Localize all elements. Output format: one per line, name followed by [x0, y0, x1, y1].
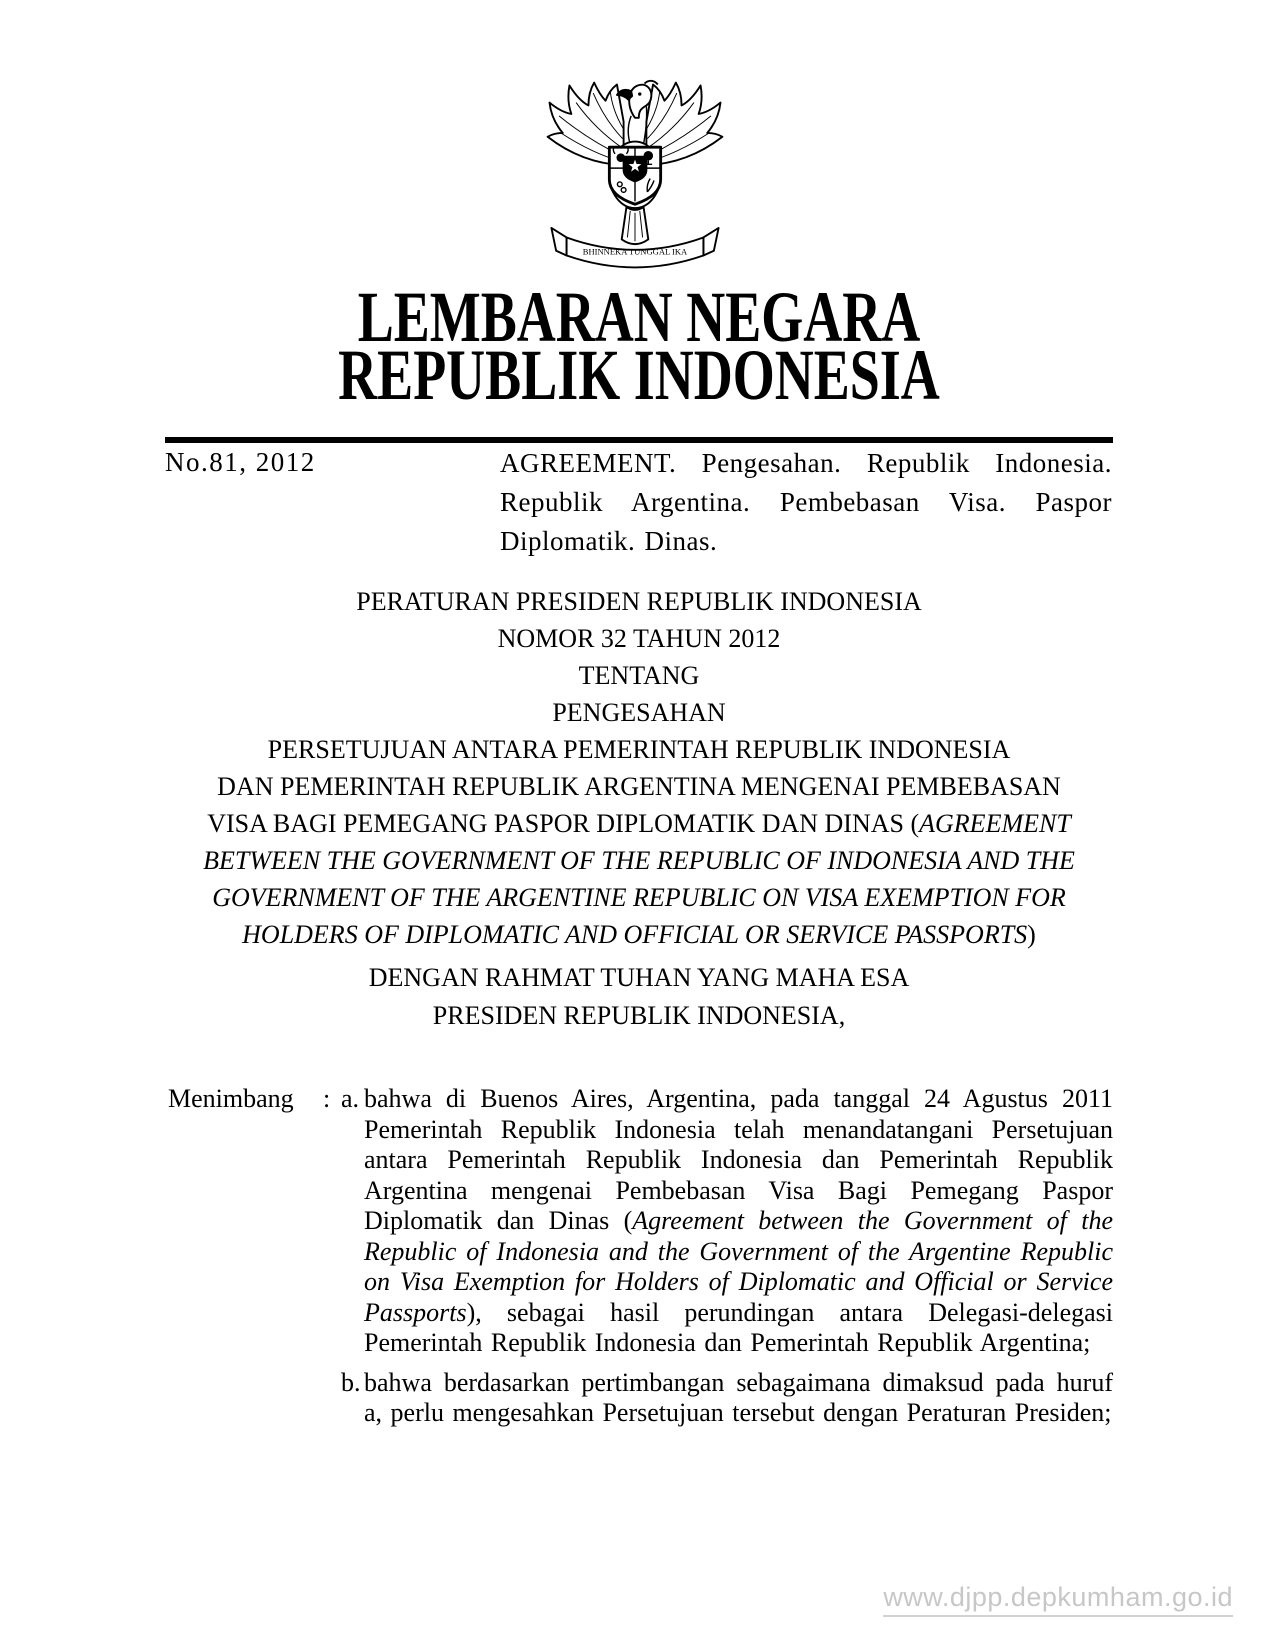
regulation-heading-block: [165, 583, 1113, 953]
treaty-title-line-2: DAN PEMERINTAH REPUBLIK ARGENTINA MENGENAI PEMBEBASAN: [217, 772, 1061, 801]
item-a-text-segment-2: Agreement between the Government of the Republic of Indonesia and the Government of the Argentine Republic on Visa Exemption for Holders of Diplomatic and Official or Service Passports: [364, 1206, 1113, 1327]
emblem-motto: BHINNEKA TUNGGAL IKA: [582, 246, 688, 257]
regulation-type: PERATURAN PRESIDEN REPUBLIK INDONESIA: [356, 587, 922, 616]
masthead-line1: LEMBARAN NEGARA: [357, 277, 921, 357]
treaty-title-close-paren: ): [1027, 920, 1036, 949]
garuda-pancasila-svg: [540, 76, 730, 284]
menimbang-label: Menimbang: [168, 1084, 294, 1113]
subject-abstract: AGREEMENT. Pengesahan. Republik Indonesia. Republik Argentina. Pembebasan Visa. Paspor Diplomatik. Dinas.: [500, 448, 1112, 556]
treaty-title-line-1: PERSETUJUAN ANTARA PEMERINTAH REPUBLIK INDONESIA: [267, 735, 1011, 764]
treaty-title-line-6-italic: HOLDERS OF DIPLOMATIC AND OFFICIAL OR SERVICE PASSPORTS: [242, 920, 1028, 949]
treaty-title-line-6: [165, 916, 1113, 953]
invocation-block: [165, 959, 1113, 1035]
treaty-title-line-3-normal: VISA BAGI PEMEGANG PASPOR DIPLOMATIK DAN DINAS (: [207, 809, 920, 838]
item-a-text: [364, 1084, 1113, 1359]
treaty-title-line-3: [165, 805, 1113, 842]
gazette-number: No.81, 2012: [165, 447, 316, 477]
considering-item-b: [341, 1368, 1113, 1429]
masthead: [284, 277, 995, 415]
menimbang-colon: :: [323, 1084, 331, 1113]
item-b-text: bahwa berdasarkan pertimbangan sebagaimana dimaksud pada huruf a, perlu mengesahkan Persetujuan tersebut dengan Peraturan Presiden;: [364, 1367, 1113, 1427]
masthead-rule: [165, 437, 1113, 443]
treaty-title-line-4: BETWEEN THE GOVERNMENT OF THE REPUBLIC OF INDONESIA AND THE: [203, 846, 1075, 875]
pancasila-shield: [609, 147, 660, 204]
enacting-authority: PRESIDEN REPUBLIK INDONESIA,: [432, 1001, 846, 1030]
invocation-line: DENGAN RAHMAT TUHAN YANG MAHA ESA: [368, 963, 910, 992]
pengesahan-label: PENGESAHAN: [552, 698, 726, 727]
regulation-number: NOMOR 32 TAHUN 2012: [497, 624, 781, 653]
item-a-text-segment-1: bahwa di Buenos Aires, Argentina, pada tanggal 24 Agustus 2011 Pemerintah Republik Indonesia telah menandatangani Persetujuan antara Pemerintah Republik Indonesia dan Pemerintah Republik Argentina mengenai Pembebasan Visa Bagi Pemegang Paspor Diplomatik dan Dinas (: [364, 1084, 1113, 1235]
considering-clause: [168, 1084, 1113, 1429]
tail-feathers: [622, 207, 649, 244]
garuda-pancasila-emblem: [540, 76, 730, 284]
treaty-title-line-3-italic: AGREEMENT: [919, 809, 1071, 838]
item-b-marker: b.: [341, 1367, 361, 1397]
watermark-url: www.djpp.depkumham.go.id: [883, 1582, 1233, 1617]
considering-item-a: [341, 1084, 1113, 1359]
treaty-title-line-5: GOVERNMENT OF THE ARGENTINE REPUBLIC ON VISA EXEMPTION FOR: [212, 883, 1066, 912]
item-a-text-segment-3: ), sebagai hasil perundingan antara Delegasi-delegasi Pemerintah Republik Indonesia dan Pemerintah Republik Argentina;: [364, 1297, 1113, 1357]
considering-items: [341, 1084, 1113, 1429]
masthead-line2: REPUBLIK INDONESIA: [338, 335, 940, 415]
tentang-label: TENTANG: [578, 661, 700, 690]
item-a-marker: a.: [341, 1084, 360, 1113]
